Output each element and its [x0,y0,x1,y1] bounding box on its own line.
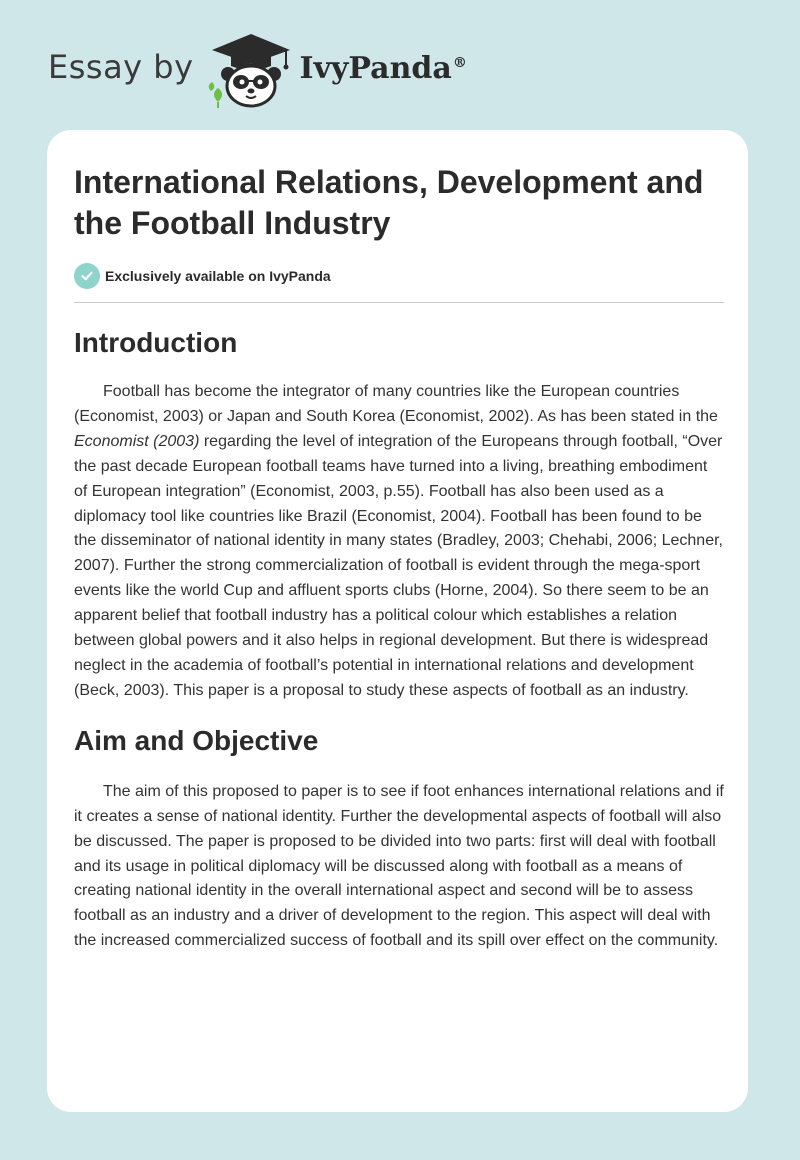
divider [74,302,724,303]
exclusive-badge [74,263,724,289]
registered-mark: ® [452,54,467,71]
check-circle-icon [74,263,100,289]
brand-name: IvyPanda® [299,50,467,86]
essay-card [47,130,748,1112]
panda-graduate-icon [206,30,296,110]
introduction-paragraph: Football has become the integrator of many countries like the European countries (Economist, 2003) or Japan and South Korea (Economist, 2002). As has been stated in the Economist (2003) regarding the level of integration of the Europeans through football, “Over the past decade European football teams have turned into a living, breathing embodiment of European integration” (Economist, 2003, p.55). Football has also been used as a diplomacy tool like countries like Brazil (Economist, 2004). Football has been found to be the disseminator of national identity in many states (Bradley, 2003; Chehabi, 2006; Lechner, 2007). Further the strong commercialization of football is evident through the mega-sport events like the world Cup and affluent sports clubs (Horne, 2004). So there seem to be an apparent belief that football industry has a political colour which establishes a relation between global powers and it also helps in regional development. But there is widespread neglect in the academia of football’s potential in international relations and development (Beck, 2003). This paper is a proposal to study these aspects of football as an industry. [74,383,723,699]
page-title: International Relations, Development and the Football Industry [74,164,704,241]
brand-header [48,30,467,110]
essay-content [74,162,724,954]
aim-paragraph: The aim of this proposed to paper is to see if foot enhances international relations and if it creates a sense of national identity. Further the developmental aspects of football will also be discussed. The paper is proposed to be divided into two parts: first will deal with football and its usage in political diplomacy will be discussed along with football as a means of creating national identity in the overall international aspect and second will be to assess football as an industry and a driver of development to the region. This aspect will deal with the increased commercialized success of football and its spill over effect on the community. [74,782,724,950]
economist-citation: Economist (2003) [74,432,200,450]
section-heading-aim: Aim and Objective [74,724,319,756]
exclusive-badge-text: Exclusively available on IvyPanda [105,268,331,284]
brand-prefix: Essay by [48,48,194,86]
section-heading-introduction: Introduction [74,327,238,358]
